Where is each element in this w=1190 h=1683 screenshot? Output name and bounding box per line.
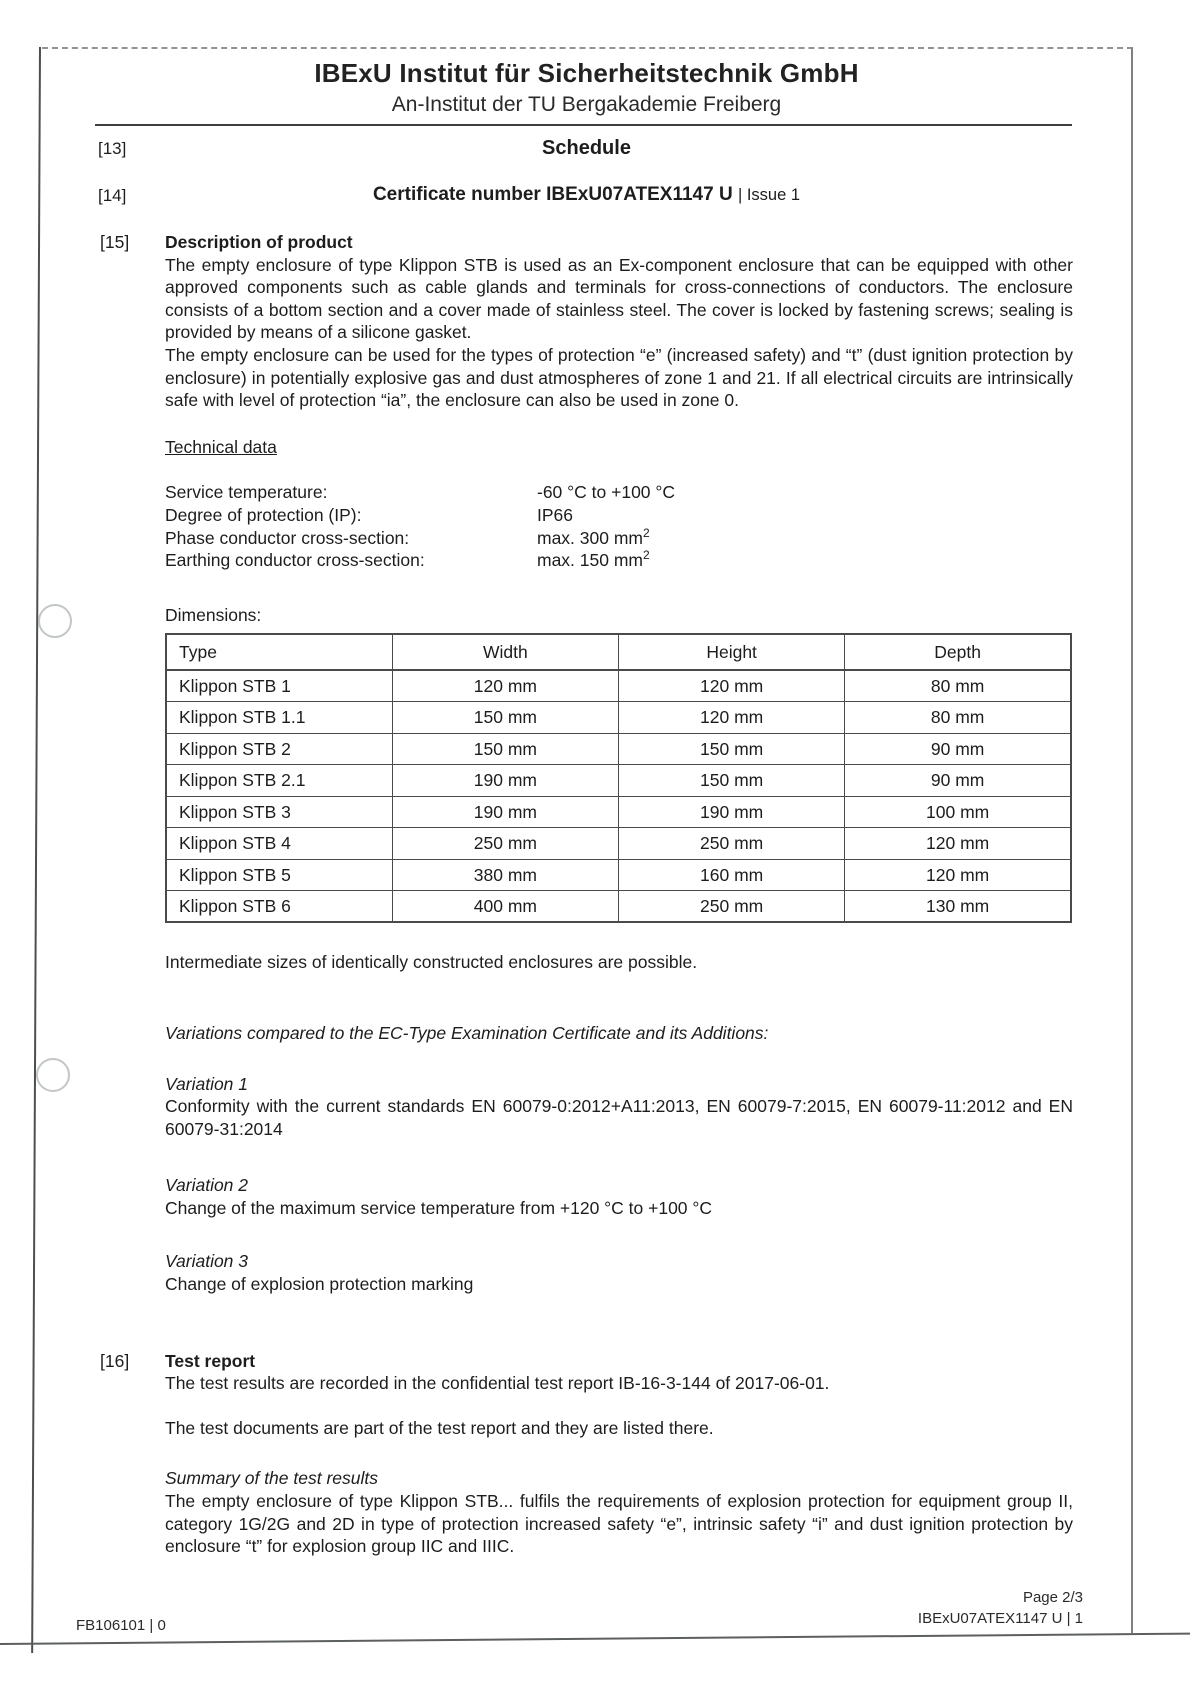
tech-label: Degree of protection (IP):: [165, 504, 362, 525]
summary-text: The empty enclosure of type Klippon STB... fulfils the requirements of explosion protection for equipment group II, category 1G/2G and 2D in type of protection increased safety “e”, intrinsic safety “i” and dust ignition protection by enclosure “t” for explosion group IIC and IIIC.: [165, 1491, 1073, 1557]
table-cell: Klippon STB 4: [166, 828, 392, 860]
schedule-row: [42, 137, 1131, 160]
table-cell: 120 mm: [845, 828, 1071, 860]
dimensions-heading: Dimensions:: [165, 604, 262, 625]
issue-label: | Issue 1: [737, 186, 801, 204]
table-row: [166, 796, 1071, 828]
page-left-edge-line: [31, 47, 41, 1653]
table-cell: 250 mm: [619, 828, 845, 860]
variation-block: [165, 1073, 1073, 1141]
table-cell: 190 mm: [619, 796, 845, 828]
variation-text: Change of the maximum service temperature from +120 °C to +100 °C: [165, 1197, 713, 1218]
table-cell: Klippon STB 3: [166, 796, 392, 828]
institute-subtitle: An-Institut der TU Bergakademie Freiberg: [391, 93, 782, 116]
schedule-title: Schedule: [542, 137, 631, 159]
table-cell: 120 mm: [619, 702, 845, 734]
certificate-page: [42, 47, 1133, 1633]
tech-value: max. 150 $mm^2$: [537, 548, 650, 571]
table-cell: 150 mm: [619, 733, 845, 765]
technical-data-heading: Technical data: [165, 436, 277, 457]
table-cell: Klippon STB 2.1: [166, 765, 392, 797]
table-row: [166, 859, 1071, 891]
variation-title: Variation 3: [165, 1251, 249, 1272]
variation-block: [165, 1174, 1073, 1219]
table-cell: Klippon STB 2: [166, 733, 392, 765]
letterhead: [42, 49, 1131, 126]
table-cell: 190 mm: [392, 796, 618, 828]
table-cell: 250 mm: [392, 828, 618, 860]
tech-row: [165, 481, 1073, 504]
variation-title: Variation 2: [165, 1175, 249, 1196]
section-14-number: [14]: [98, 186, 127, 205]
punch-hole-bottom: [36, 1058, 70, 1092]
variation-block: [165, 1250, 1073, 1295]
footer-certificate-ref: IBExU07ATEX1147 U | 1: [917, 1610, 1083, 1627]
variation-title: Variation 1: [165, 1073, 249, 1094]
table-row: [166, 702, 1071, 734]
table-cell: Klippon STB 5: [166, 859, 392, 891]
tech-label: Service temperature:: [165, 482, 328, 503]
certificate-number-title: Certificate number IBExU07ATEX1147 U: [372, 184, 733, 205]
test-report-paragraph-1: The test results are recorded in the confidential test report IB-16-3-144 of 2017-06-01.: [165, 1373, 830, 1394]
table-header-cell: Height: [619, 634, 845, 670]
table-row: [166, 891, 1071, 923]
table-cell: 380 mm: [392, 859, 618, 891]
table-row: [166, 765, 1071, 797]
table-row: [166, 828, 1071, 860]
table-cell: Klippon STB 6: [166, 891, 392, 923]
punch-hole-top: [38, 604, 72, 638]
table-cell: 80 mm: [845, 670, 1071, 702]
table-header-row: [166, 634, 1071, 670]
table-cell: 90 mm: [845, 765, 1071, 797]
intermediate-sizes-note: Intermediate sizes of identically constructed enclosures are possible.: [165, 952, 698, 973]
description-paragraph-1: The empty enclosure of type Klippon STB is used as an Ex-component enclosure that can be equipped with other approved components such as cable glands and terminals for cross-connections of conductors. The enclosure consists of a bottom section and a cover made of stainless steel. The cover is locked by fastening screws; sealing is provided by means of a silicone gasket.: [165, 254, 1073, 343]
tech-row: [165, 549, 1073, 572]
table-cell: 80 mm: [845, 702, 1071, 734]
table-row: [166, 733, 1071, 765]
table-cell: 120 mm: [845, 859, 1071, 891]
variation-text: Conformity with the current standards EN 60079-0:2012+A11:2013, EN 60079-7:2015, EN 60079-11:2012 and EN 60079-31:2014: [165, 1096, 1073, 1139]
footer-page-number: Page 2/3: [1022, 1589, 1083, 1606]
tech-label: Earthing conductor cross-section:: [165, 550, 425, 571]
header-rule: [95, 124, 1072, 126]
table-cell: 120 mm: [392, 670, 618, 702]
dimensions-table: [165, 633, 1072, 923]
table-cell: 190 mm: [392, 765, 618, 797]
document-body: [100, 231, 1073, 1558]
table-row: [166, 670, 1071, 702]
technical-data-section: [165, 436, 1073, 572]
summary-heading: Summary of the test results: [165, 1468, 378, 1489]
table-cell: 150 mm: [619, 765, 845, 797]
tech-row: [165, 504, 1073, 527]
section-13-number: [13]: [98, 139, 127, 158]
tech-row: [165, 527, 1073, 550]
variation-text: Change of explosion protection marking: [165, 1274, 474, 1295]
page-bottom-edge-line: [0, 1633, 1190, 1645]
test-report-heading: Test report: [165, 1350, 256, 1371]
footer-form-number: FB106101 | 0: [76, 1617, 166, 1634]
table-cell: 150 mm: [392, 733, 618, 765]
table-cell: 250 mm: [619, 891, 845, 923]
tech-value: -60 °C to +100 °C: [537, 482, 676, 503]
table-cell: 130 mm: [845, 891, 1071, 923]
test-report-heading-row: [100, 1350, 1073, 1373]
variations-intro: Variations compared to the EC-Type Examination Certificate and its Additions:: [165, 1022, 769, 1043]
section-15-number: [15]: [100, 232, 130, 252]
table-cell: 400 mm: [392, 891, 618, 923]
test-report-section: [100, 1350, 1073, 1558]
description-paragraph-2: The empty enclosure can be used for the types of protection “e” (increased safety) and “t” (dust ignition protection by enclosure) in potentially explosive gas and dust atmospheres of zone 1 and 21. If all electrical circuits are intrinsically safe with level of protection “ia”, the enclosure can also be used in zone 0.: [165, 344, 1073, 411]
summary-section: [165, 1467, 1073, 1557]
table-cell: Klippon STB 1: [166, 670, 392, 702]
table-cell: 160 mm: [619, 859, 845, 891]
table-cell: 100 mm: [845, 796, 1071, 828]
section-16-number: [16]: [100, 1350, 130, 1371]
certificate-row: [42, 184, 1131, 206]
table-cell: 120 mm: [619, 670, 845, 702]
tech-value: IP66: [537, 504, 573, 525]
institute-title: IBExU Institut für Sicherheitstechnik GmbH: [314, 58, 859, 88]
table-header-cell: Type: [166, 634, 392, 670]
table-header-cell: Depth: [845, 634, 1071, 670]
description-heading-row: [100, 231, 1073, 254]
table-header-cell: Width: [392, 634, 618, 670]
table-cell: Klippon STB 1.1: [166, 702, 392, 734]
description-heading: Description of product: [165, 232, 353, 252]
table-cell: 150 mm: [392, 702, 618, 734]
table-cell: 90 mm: [845, 733, 1071, 765]
tech-value: max. 300 $mm^2$: [537, 525, 650, 548]
tech-label: Phase conductor cross-section:: [165, 527, 410, 548]
test-report-paragraph-2: The test documents are part of the test report and they are listed there.: [165, 1417, 714, 1438]
